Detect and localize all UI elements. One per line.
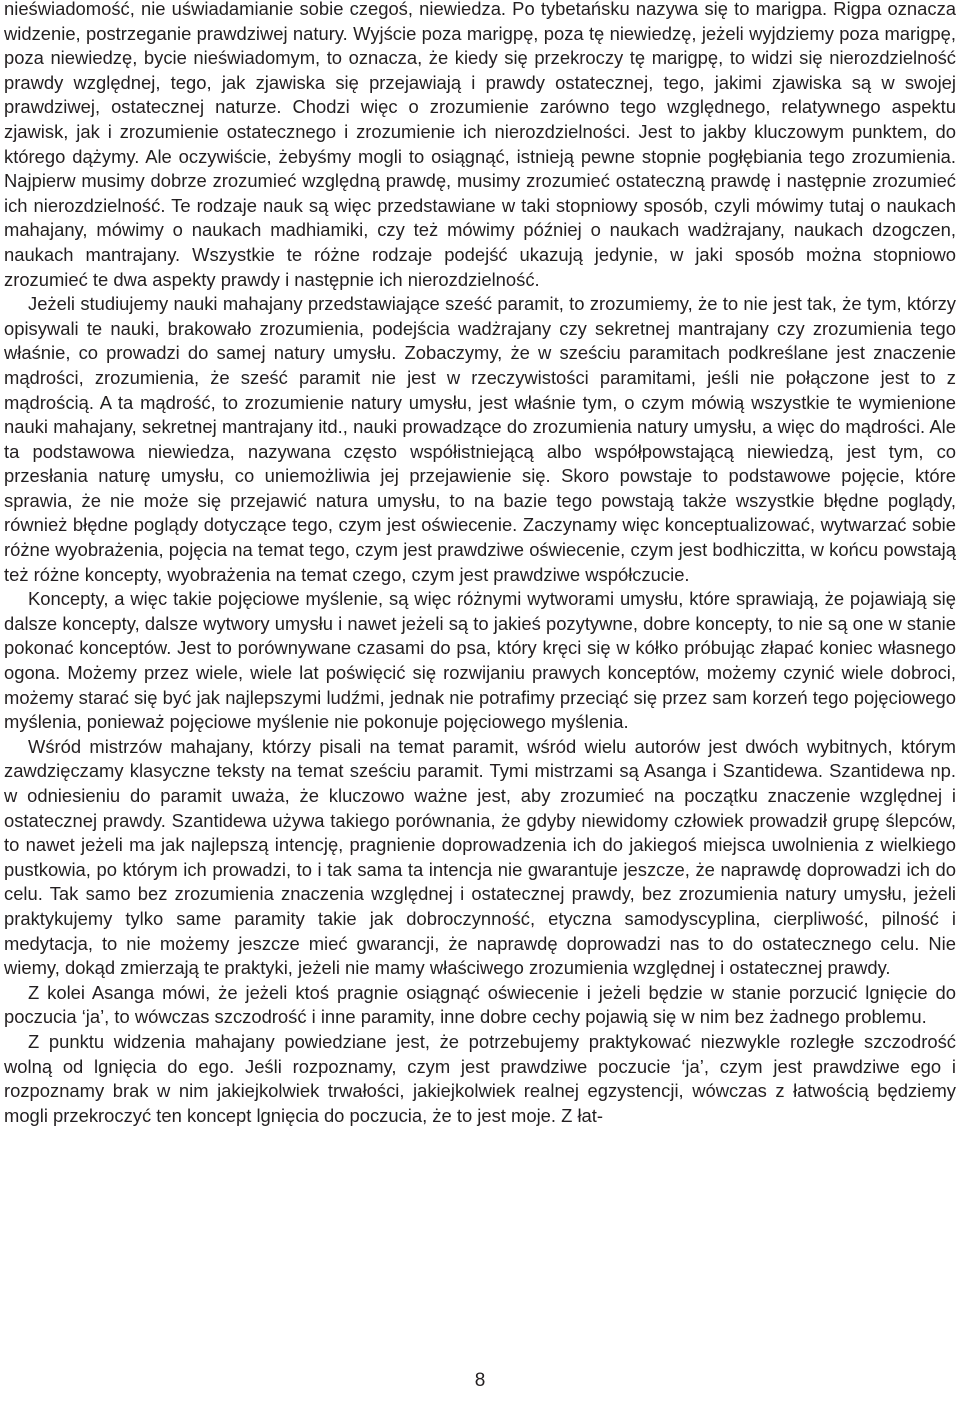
page-number: 8 [474, 1370, 486, 1391]
paragraph-1: nieświadomość, nie uświadamianie sobie czegoś, niewiedza. Po tybetańsku nazywa się to marigpa. Rigpa oznacza widzenie, postrzeganie prawdziwej natury. Wyjście poza marigpę, poza tę niewiedzę, jeżeli wyjdziemy poza marigpę, poza niewiedzę, bycie nieświadomym, to oznacza, że kiedy się przekroczy tę marigpę, to widzi się nierozdzielność prawdy względnej, tego, jak zjawiska się przejawiają i prawdy ostatecznej, tego, jakimi zjawiska są w swojej prawdziwej, ostatecznej naturze. Chodzi więc o zrozumienie zarówno tego względnego, relatywnego aspektu zjawisk, jak i zrozumienie ostatecznego i zrozumienie ich nierozdzielności. Jest to jakby kluczowym punktem, do którego dążymy. Ale oczywiście, żebyśmy mogli to osiągnąć, istnieją pewne stopnie pogłębiania tego zrozumienia. Najpierw musimy dobrze zrozumieć względną prawdę, musimy zrozumieć ostateczną prawdę i następnie zrozumieć ich nierozdzielność. Te rodzaje nauk są więc przedstawiane w taki stopniowy sposób, czyli mówimy tutaj o naukach mahajany, mówimy o naukach madhiamiki, czy też mówimy później o naukach wadżrajany, naukach dzogczen, naukach mantrajany. Wszystkie te różne rodzaje podejść ukazują jedynie, w jaki sposób można stopniowo zrozumieć te dwa aspekty prawdy i następnie ich nierozdzielność. [4, 0, 956, 290]
paragraph-5: Z kolei Asanga mówi, że jeżeli ktoś pragnie osiągnąć oświecenie i jeżeli będzie w stanie porzucić lgnięcie do poczucia ‘ja’, to wówczas szczodrość i inne paramity, inne dobre cechy pojawią się w nim bez żadnego problemu. [4, 981, 956, 1028]
paragraph-3: Koncepty, a więc takie pojęciowe myślenie, są więc różnymi wytworami umysłu, które sprawiają, że pojawiają się dalsze koncepty, dalsze wytwory umysłu i nawet jeżeli są to jakieś pozytywne, dobre koncepty, to nie są one w stanie pokonać konceptów. Jest to porównywane czasami do psa, który kręci się w kółko próbując złapać koniec własnego ogona. Możemy przez wiele, wiele lat poświęcić się rozwijaniu prawych konceptów, możemy czynić wiele dobroci, możemy starać się być jak najlepszymi ludźmi, jednak nie potrafimy przeciąć się przez sam korzeń tego pojęciowego myślenia, ponieważ pojęciowe myślenie nie pokonuje pojęciowego myślenia. [4, 588, 956, 733]
paragraph-4: Wśród mistrzów mahajany, którzy pisali na temat paramit, wśród wielu autorów jest dwóch wybitnych, którym zawdzięczamy klasyczne teksty na temat sześciu paramit. Tymi mistrzami są Asanga i Szantidewa. Szantidewa np. w odniesieniu do paramit uważa, że kluczowo ważne jest, aby zrozumieć na początku znaczenie względnej i ostatecznej prawdy. Szantidewa używa takiego porównania, że gdyby niewidomy człowiek prowadził grupę ślepców, to nawet jeżeli ma jak najlepszą intencję, pragnienie doprowadzenia ich do jakiegoś miejsca uwolnienia z wielkiego pustkowia, po którym ich prowadzi, to i tak sama ta intencja nie gwarantuje jeszcze, że naprawdę doprowadzi ich do celu. Tak samo bez zrozumienia znaczenia względnej i ostatecznej prawdy, bez zrozumienia natury umysłu, jeżeli praktykujemy tylko same paramity takie jak dobroczynność, etyczna samodyscyplina, cierpliwość, pilność i medytacja, to nie możemy jeszcze mieć gwarancji, że naprawdę doprowadzi nas to do ostatecznego celu. Nie wiemy, dokąd zmierzają te praktyki, jeżeli nie mamy właściwego zrozumienia względnej i ostatecznej prawdy. [4, 735, 956, 979]
paragraph-6: Z punktu widzenia mahajany powiedziane jest, że potrzebujemy praktykować niezwykle rozległe szczodrość wolną od lgnięcia do ego. Jeśli rozpoznamy, czym jest prawdziwe poczucie ‘ja’, czym jest prawdziwe ego i rozpoznamy brak w nim jakiejkolwiek trwałości, jakiejkolwiek realnej egzystencji, wówczas z łatwością będziemy mogli przekroczyć ten koncept lgnięcia do poczucia, że to jest moje. Z łat- [4, 1030, 956, 1126]
body-text [4, 0, 956, 1128]
paragraph-2: Jeżeli studiujemy nauki mahajany przedstawiające sześć paramit, to zrozumiemy, że to nie jest tak, że tym, którzy opisywali te nauki, brakowało zrozumienia, podejścia wadżrajany czy sekretnej mantrajany czy zrozumienia tego właśnie, co prowadzi do samej natury umysłu. Zobaczymy, że w sześciu paramitach podkreślane jest znaczenie mądrości, zrozumienia, że sześć paramit nie jest w rzeczywistości paramitami, jeśli nie połączone jest to z mądrością. A ta mądrość, to zrozumienie natury umysłu, jest właśnie tym, o czym mówią wszystkie te wymienione nauki mahajany, sekretnej mantrajany itd., nauki prowadzące do zrozumienia natury umysłu, a więc do mądrości. Ale ta podstawowa niewiedza, nazywana często współistniejącą albo współpowstającą niewiedzą, jest tym, co przesłania naturę umysłu, co uniemożliwia jej przejawienie się. Skoro powstaje to podstawowe pojęcie, które sprawia, że nie może się przejawić natura umysłu, to na bazie tego powstają także wszystkie błędne poglądy, również błędne poglądy dotyczące tego, czym jest oświecenie. Zaczynamy więc konceptualizować, wytwarzać sobie różne wyobrażenia, pojęcia na temat tego, czym jest prawdziwe oświecenie, czym jest bodhiczitta, w końcu powstają też różne koncepty, wyobrażenia na temat czego, czym jest prawdziwe współczucie. [4, 293, 956, 585]
